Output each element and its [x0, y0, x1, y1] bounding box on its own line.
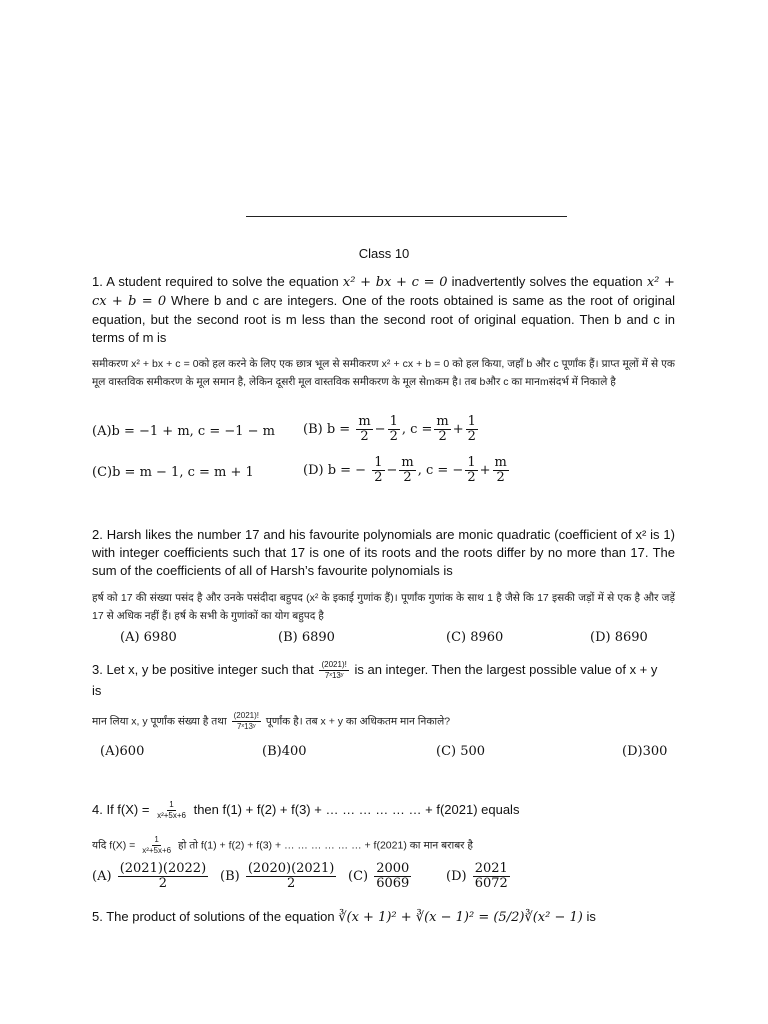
fraction: $\frac{2021}{6072}$	[474, 861, 508, 891]
fraction: $\frac{m}{2}$	[436, 414, 449, 444]
top-divider-line	[246, 216, 567, 217]
q1-option-b: (B) b = $\frac{m}{2}$ − $\frac{1}{2}$ , c = $\frac{m}{2}$ + $\frac{1}{2}$	[303, 414, 476, 444]
fraction: $\frac{(2021)!}{\text{7ˣ13ʸ}}$	[321, 660, 347, 680]
q3-option-c: (C) 500	[436, 744, 486, 759]
q2-option-a: (A) 6980	[120, 630, 177, 645]
q2-hindi-text: हर्ष को 17 की संख्या पसंद है और उनके पसंदीदा बहुपद (x² के इकाई गुणांक हैं)। पूर्णांक गुणांक के साथ 1 है जैसे कि 17 इसकी जड़ों में से एक है और जड़ें 17 से अधिक नहीं हैं। हर्ष के सभी के गुणांकों का योग बहुपद है	[92, 592, 675, 622]
q3-option-a: (A)600	[100, 744, 145, 759]
fraction: $\frac{m}{2}$	[401, 455, 414, 485]
q2-option-b: (B) 6890	[278, 630, 335, 645]
q1-hindi-text: समीकरण x² + bx + c = 0को हल करने के लिए एक छात्र भूल से समीकरण x² + cx + b = 0 को हल किया, जहाँ b और c पूर्णांक हैं। प्राप्त मूलों में से एक मूल वास्तविक समीकरण के मूल समान है, लेकिन दूसरी मूल वास्तविक समीकरण के मूल सेmकम है। तब bऔर c का मानmसंदर्भ में निकाले है	[92, 358, 675, 388]
fraction: $\frac{(2021)!}{\text{7ˣ13ʸ}}$	[233, 711, 259, 731]
fraction: $\frac{1}{\text{x²+5x+6}}$	[142, 835, 172, 855]
q1-english-text: 1. A student required to solve the equation x² + bx + c = 0 inadvertently solves the equation x² + cx + b = 0 Where b and c are integers. One of the roots obtained is same as the root of original equation, but the second root is m less than the second root of original equation. Then b and c in terms of m is	[92, 274, 675, 345]
fraction: $\frac{m}{2}$	[494, 455, 507, 485]
q3-option-d: (D)300	[622, 744, 668, 759]
fraction: $\frac{1}{2}$	[389, 414, 398, 444]
q3-option-b: (B)400	[262, 744, 307, 759]
q1-option-d: (D) b = − $\frac{1}{2}$ − $\frac{m}{2}$ , c = − $\frac{1}{2}$ + $\frac{m}{2}$	[303, 455, 507, 485]
q2-option-d: (D) 8690	[590, 630, 648, 645]
q4-option-d: (D) $\frac{2021}{6072}$	[446, 861, 508, 891]
fraction: $\frac{m}{2}$	[358, 414, 371, 444]
fraction: $\frac{(2021)(2022)}{2}$	[119, 861, 207, 891]
q3-english-continued: is	[92, 683, 102, 698]
q5-english-text: 5. The product of solutions of the equation ∛(x + 1)² + ∛(x − 1)² = (5/2)∛(x² − 1) is	[92, 909, 596, 925]
fraction: $\frac{(2020)(2021)}{2}$	[247, 861, 335, 891]
fraction: $\frac{1}{2}$	[467, 414, 476, 444]
q3-hindi-text: मान लिया x, y पूर्णांक संख्या है तथा $\frac{(2021)!}{\text{7ˣ13ʸ}}$ पूर्णांक है। तब x + y का अधिकतम मान निकाले?	[92, 711, 451, 731]
q1-option-a: (A)b = −1 + m, c = −1 − m	[92, 424, 276, 439]
q4-english-text: 4. If f(X) = $\frac{1}{\text{x²+5x+6}}$ then f(1) + f(2) + f(3) + … … … … … … + f(2021) equals	[92, 800, 520, 820]
q4-option-b: (B) $\frac{(2020)(2021)}{2}$	[220, 861, 335, 891]
q4-hindi-text: यदि f(X) = $\frac{1}{\text{x²+5x+6}}$ हो तो f(1) + f(2) + f(3) + … … … … … … + f(2021) का मान बराबर है	[92, 835, 473, 855]
class-heading: Class 10	[358, 246, 410, 261]
q4-option-a: (A) $\frac{(2021)(2022)}{2}$	[92, 861, 207, 891]
q1-option-c: (C)b = m − 1, c = m + 1	[92, 465, 254, 480]
q2-english-text: 2. Harsh likes the number 17 and his favourite polynomials are monic quadratic (coefficient of x² is 1) with integer coefficients such that 17 is one of its roots and the roots differ by no more than 17. The sum of the coefficients of all of Harsh’s favourite polynomials is	[92, 527, 675, 578]
q4-option-c: (C) $\frac{2000}{6069}$	[348, 861, 410, 891]
q3-english-text: 3. Let x, y be positive integer such that $\frac{(2021)!}{\text{7ˣ13ʸ}}$ is an integer. Then the largest possible value of x + y	[92, 660, 658, 680]
q2-option-c: (C) 8960	[446, 630, 504, 645]
fraction: $\frac{1}{2}$	[374, 455, 383, 485]
fraction: $\frac{1}{2}$	[467, 455, 476, 485]
fraction: $\frac{1}{\text{x²+5x+6}}$	[157, 800, 186, 820]
fraction: $\frac{2000}{6069}$	[376, 861, 410, 891]
